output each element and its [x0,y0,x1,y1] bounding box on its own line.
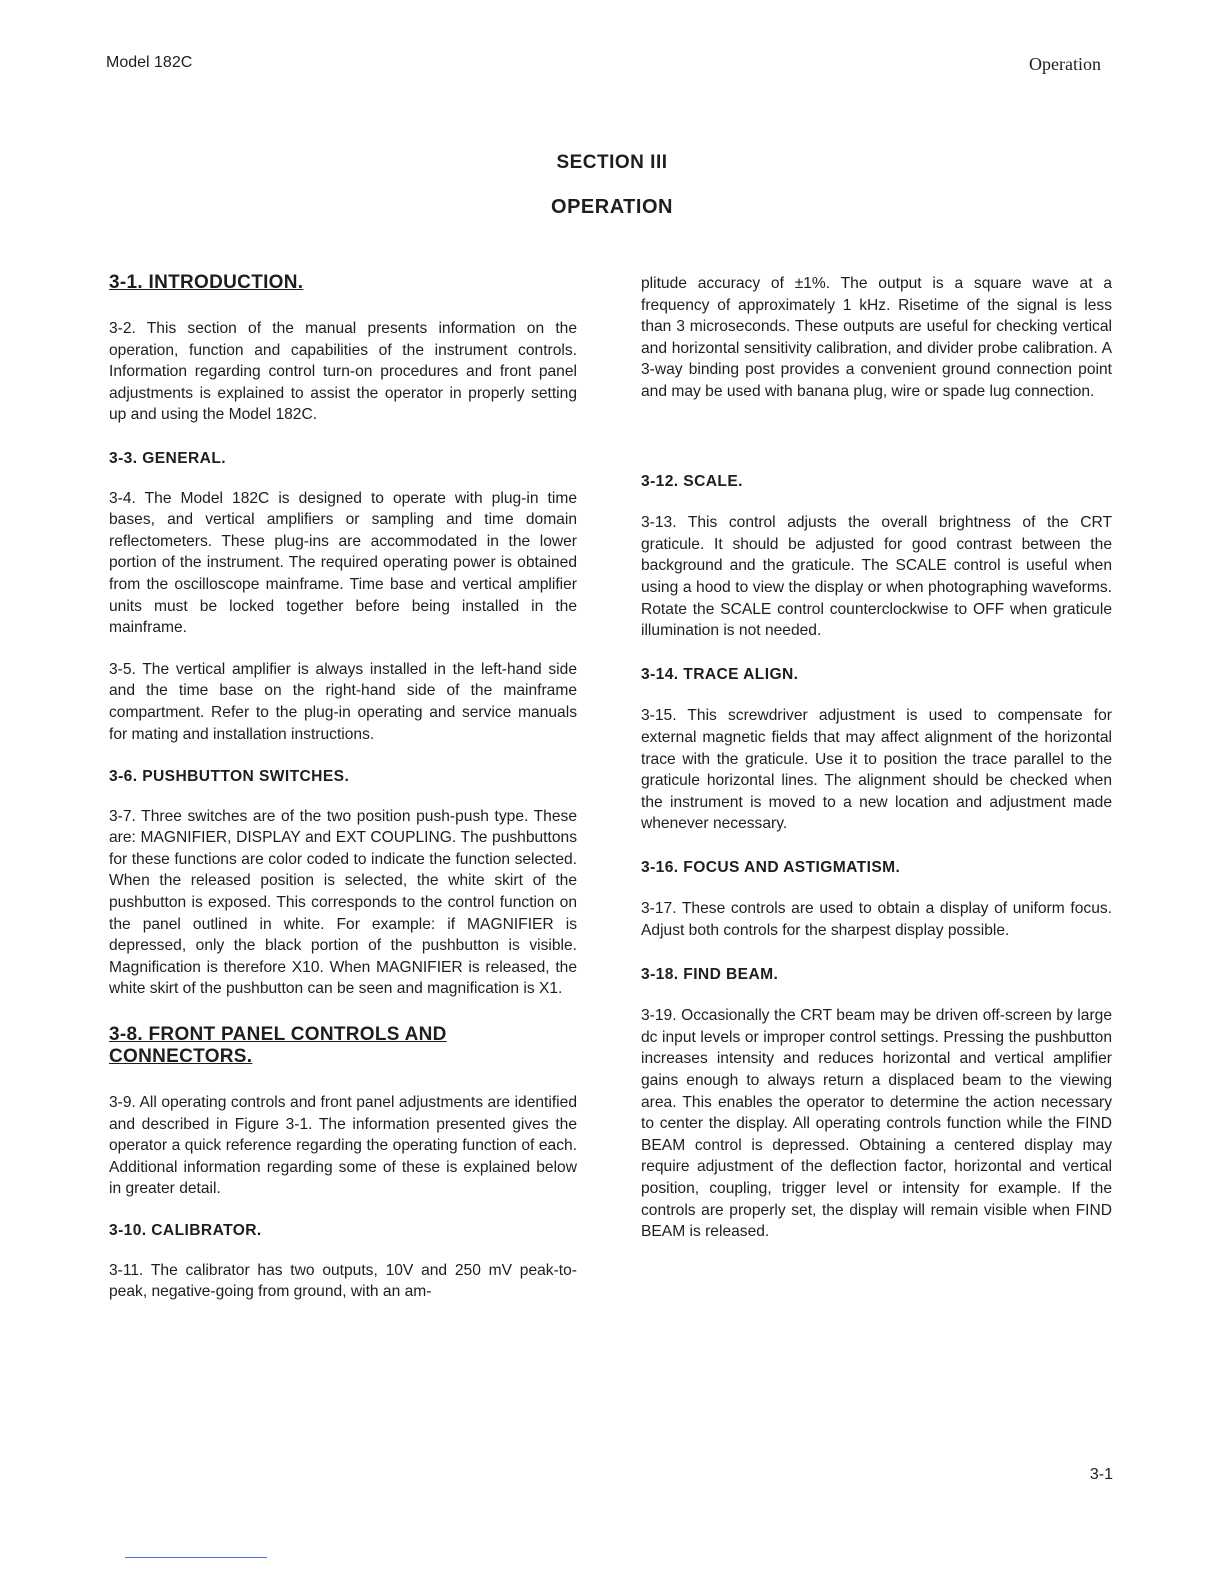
right-column [641,273,1112,1243]
heading-3-1: 3-1. INTRODUCTION. [109,272,304,293]
header-model: Model 182C [106,54,193,71]
paragraph-3-11-continued: plitude accuracy of ±1%. The output is a square wave at a frequency of approximately 1 kHz. Risetime of the signal is less than 3 microseconds. These outputs are useful for checking vertical and horizontal sensitivity calibration, and divider probe calibration. A 3-way binding post provides a convenient ground connection point and may be used with banana plug, wire or spade lug connection. [641,275,1112,400]
heading-3-6: 3-6. PUSHBUTTON SWITCHES. [109,768,350,786]
left-column [109,272,577,1303]
header-section-name: Operation [1029,54,1101,74]
paragraph-3-13: 3-13. This control adjusts the overall brightness of the CRT graticule. It should be adjusted for good contrast between the background and the graticule. The SCALE control is useful when using a hood to view the display or when photographing waveforms. Rotate the SCALE control counterclockwise to OFF when graticule illumination is not needed. [641,514,1112,640]
heading-3-10: 3-10. CALIBRATOR. [109,1222,262,1239]
paragraph-3-4: 3-4. The Model 182C is designed to operate with plug-in time bases, and vertical amplifiers or sampling and time domain reflectometers. These plug-ins are accommodated in the lower portion of the instrument. The required operating power is obtained from the oscilloscope mainframe. Time base and vertical amplifier units must be locked together before being installed in the mainframe. [109,489,577,637]
page-number: 3-1 [1089,1466,1113,1483]
heading-3-16: 3-16. FOCUS AND ASTIGMATISM. [641,858,901,876]
footer-rule [125,1557,267,1558]
heading-3-8: 3-8. FRONT PANEL CONTROLS AND CONNECTORS. [109,1024,447,1068]
heading-3-12: 3-12. SCALE. [641,472,743,490]
section-number-title: SECTION III [556,152,668,173]
heading-3-14: 3-14. TRACE ALIGN. [641,665,799,683]
section-name-title: OPERATION [551,196,673,218]
paragraph-3-11: 3-11. The calibrator has two outputs, 10V and 250 mV peak-to-peak, negative-going from ground, with an am- [109,1261,577,1301]
paragraph-3-2: 3-2. This section of the manual presents information on the operation, function and capabilities of the instrument controls. Information regarding control turn-on procedures and front panel adjustments is explained to assist the operator in properly setting up and using the Model 182C. [109,320,577,424]
paragraph-3-17: 3-17. These controls are used to obtain a display of uniform focus. Adjust both controls for the sharpest display possible. [641,900,1112,940]
heading-3-3: 3-3. GENERAL. [109,449,226,467]
paragraph-3-7: 3-7. Three switches are of the two position push-push type. These are: MAGNIFIER, DISPLAY and EXT COUPLING. The pushbuttons for these functions are color coded to indicate the function selected. When the released position is selected, the white skirt of the pushbutton is exposed. This corresponds to the control function on the panel outlined in white. For example: if MAGNIFIER is depressed, only the black portion of the pushbutton is visible. Magnification is therefore X10. When MAGNIFIER is released, the white skirt of the pushbutton can be seen and magnification is X1. [109,807,577,998]
heading-3-18: 3-18. FIND BEAM. [641,965,779,983]
paragraph-3-9: 3-9. All operating controls and front panel adjustments are identified and described in Figure 3-1. The information presented gives the operator a quick reference regarding the operating function of each. Additional information regarding some of these is explained below in greater detail. [109,1094,577,1198]
paragraph-3-15: 3-15. This screwdriver adjustment is used to compensate for external magnetic fields that may affect alignment of the horizontal trace with the graticule. Use it to position the trace parallel to the graticule horizontal lines. The alignment should be checked when the instrument is moved to a new location and adjustment made whenever necessary. [641,707,1112,833]
paragraph-3-19: 3-19. Occasionally the CRT beam may be driven off-screen by large dc input levels or improper control settings. Pressing the pushbutton increases intensity and reduces horizontal and vertical amplifier gains enough to always return a displaced beam to the viewing area. This enables the operator to determine the action necessary to center the display. All operating controls function while the FIND BEAM control is depressed. Obtaining a centered display may require adjustment of the deflection factor, horizontal and vertical position, coupling, trigger level or intensity for example. If the controls are properly set, the display will remain visible when FIND BEAM is released. [641,1007,1112,1241]
paragraph-3-5: 3-5. The vertical amplifier is always installed in the left-hand side and the time base on the right-hand side of the mainframe compartment. Refer to the plug-in operating and service manuals for mating and installation instructions. [109,660,577,743]
